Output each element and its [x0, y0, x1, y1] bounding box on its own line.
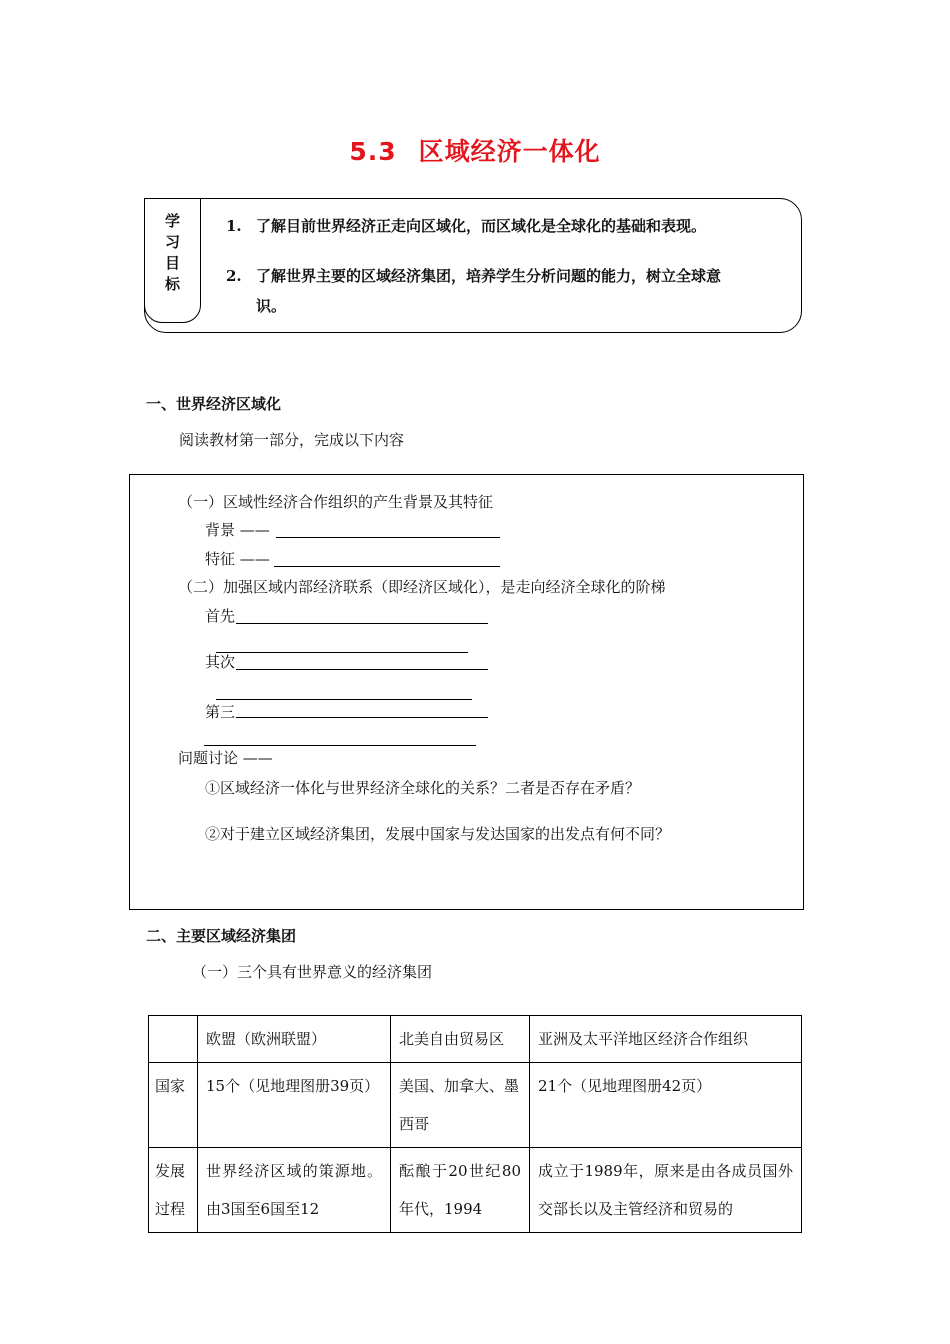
answer-line-feature[interactable] — [274, 566, 500, 567]
table-cell: 15个（见地理图册39页） — [198, 1063, 391, 1148]
answer-line-second[interactable] — [236, 669, 488, 670]
objective-2-cont: 识。 — [256, 297, 287, 315]
objectives-label-char: 习 — [164, 233, 180, 251]
second-label: 其次 — [205, 653, 236, 671]
objective-text: 了解目前世界经济正走向区域化，而区域化是全球化的基础和表现。 — [256, 217, 707, 235]
objective-text: 了解世界主要的区域经济集团，培养学生分析问题的能力，树立全球意 — [256, 267, 722, 285]
objectives-label-char: 标 — [164, 275, 180, 293]
table-header-cell: 北美自由贸易区 — [391, 1016, 530, 1063]
objective-number: 2. — [226, 267, 242, 285]
table-header-row — [149, 1016, 802, 1063]
part2-heading: （二）加强区域内部经济联系（即经济区域化），是走向经济全球化的阶梯 — [178, 578, 666, 596]
answer-line-background[interactable] — [276, 537, 500, 538]
table-header-cell — [149, 1016, 198, 1063]
table-header-cell: 亚洲及太平洋地区经济合作组织 — [530, 1016, 802, 1063]
page-title — [0, 132, 950, 168]
table-cell: 世界经济区域的策源地。由3国至6国至12 — [198, 1148, 391, 1233]
table-cell: 成立于1989年，原来是由各成员国外交部长以及主管经济和贸易的 — [530, 1148, 802, 1233]
objectives-label-char: 学 — [164, 212, 180, 230]
discussion-label: 问题讨论 —— — [178, 749, 273, 767]
answer-line-third-2[interactable] — [204, 745, 476, 746]
table-row — [149, 1063, 802, 1148]
feature-label: 特征 —— — [205, 550, 270, 568]
discussion-question-1: ①区域经济一体化与世界经济全球化的关系？二者是否存在矛盾？ — [205, 779, 641, 797]
table-row-label: 国家 — [149, 1063, 198, 1148]
title-text: 区域经济一体化 — [418, 137, 601, 166]
answer-line-first[interactable] — [236, 623, 488, 624]
background-label: 背景 —— — [205, 521, 270, 539]
title-number: 5.3 — [349, 137, 397, 166]
objective-1 — [226, 211, 706, 241]
answer-line-first-2[interactable] — [216, 652, 468, 653]
section2-heading: 二、主要区域经济集团 — [146, 927, 297, 945]
objectives-label-char: 目 — [164, 254, 180, 272]
table-header-cell: 欧盟（欧洲联盟） — [198, 1016, 391, 1063]
objective-number: 1. — [226, 217, 242, 235]
table-cell: 美国、加拿大、墨西哥 — [391, 1063, 530, 1148]
section1-heading: 一、世界经济区域化 — [146, 395, 282, 413]
section2-subheading: （一）三个具有世界意义的经济集团 — [192, 963, 433, 981]
objective-2 — [226, 261, 721, 291]
answer-line-third[interactable] — [236, 717, 488, 718]
section1-instruction: 阅读教材第一部分，完成以下内容 — [179, 431, 405, 449]
discussion-question-2: ②对于建立区域经济集团，发展中国家与发达国家的出发点有何不同？ — [205, 825, 671, 843]
objectives-label — [144, 198, 201, 323]
table-row-label: 发展过程 — [149, 1148, 198, 1233]
answer-line-second-2[interactable] — [216, 699, 472, 700]
table-cell: 21个（见地理图册42页） — [530, 1063, 802, 1148]
table-row — [149, 1148, 802, 1233]
third-label: 第三 — [205, 703, 236, 721]
economic-groups-table — [148, 1015, 802, 1233]
table-cell: 酝酿于20世纪80年代，1994 — [391, 1148, 530, 1233]
part1-heading: （一）区域性经济合作组织的产生背景及其特征 — [178, 493, 494, 511]
first-label: 首先 — [205, 607, 236, 625]
